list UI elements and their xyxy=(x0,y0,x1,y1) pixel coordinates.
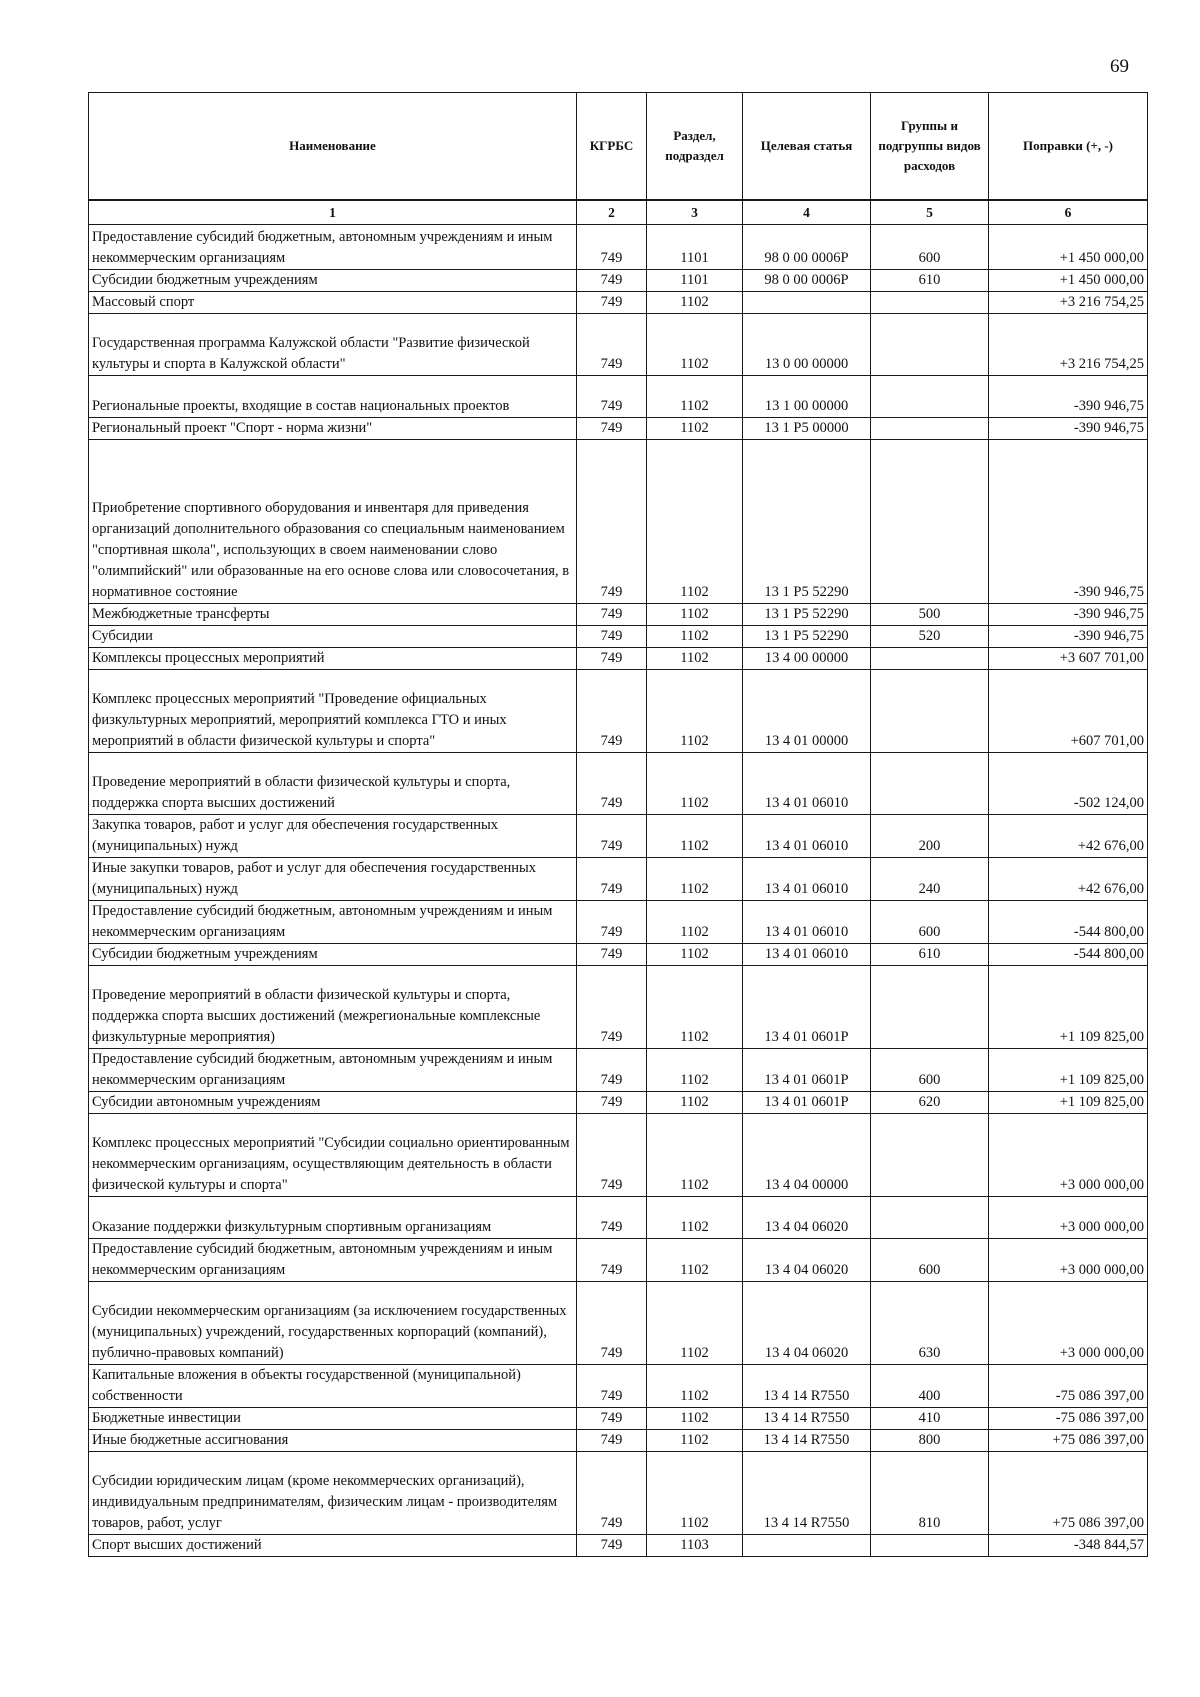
table-row xyxy=(89,1452,1148,1535)
row-expense-group: 400 xyxy=(871,1365,989,1408)
row-target-article: 13 4 14 R7550 xyxy=(743,1430,871,1452)
row-target-article: 13 1 P5 52290 xyxy=(743,626,871,648)
table-row xyxy=(89,604,1148,626)
row-amount: +1 450 000,00 xyxy=(989,270,1148,292)
row-kgrbs: 749 xyxy=(577,1239,647,1282)
table-row xyxy=(89,1535,1148,1557)
row-expense-group xyxy=(871,1197,989,1239)
row-amount: -390 946,75 xyxy=(989,440,1148,604)
row-amount: +1 109 825,00 xyxy=(989,1092,1148,1114)
table-row xyxy=(89,292,1148,314)
row-target-article: 13 4 01 06010 xyxy=(743,901,871,944)
row-razdel: 1102 xyxy=(647,626,743,648)
row-target-article: 13 4 14 R7550 xyxy=(743,1408,871,1430)
row-kgrbs: 749 xyxy=(577,1282,647,1365)
row-kgrbs: 749 xyxy=(577,376,647,418)
row-amount: +3 000 000,00 xyxy=(989,1197,1148,1239)
row-razdel: 1102 xyxy=(647,1365,743,1408)
row-kgrbs: 749 xyxy=(577,440,647,604)
row-kgrbs: 749 xyxy=(577,815,647,858)
row-razdel: 1102 xyxy=(647,858,743,901)
row-expense-group xyxy=(871,1535,989,1557)
row-razdel: 1102 xyxy=(647,604,743,626)
row-kgrbs: 749 xyxy=(577,944,647,966)
row-name: Комплекс процессных мероприятий "Проведение официальных физкультурных мероприятий, мероприятий комплекса ГТО и иных мероприятий в области физической культуры и спорта" xyxy=(89,670,577,753)
row-expense-group: 600 xyxy=(871,1049,989,1092)
column-number: 6 xyxy=(989,200,1148,225)
row-name: Межбюджетные трансферты xyxy=(89,604,577,626)
row-razdel: 1102 xyxy=(647,1114,743,1197)
column-number: 2 xyxy=(577,200,647,225)
row-razdel: 1101 xyxy=(647,270,743,292)
header-group: Группы и подгруппы видов расходов xyxy=(871,93,989,201)
row-razdel: 1102 xyxy=(647,440,743,604)
row-target-article: 13 4 01 06010 xyxy=(743,944,871,966)
row-kgrbs: 749 xyxy=(577,604,647,626)
row-expense-group: 630 xyxy=(871,1282,989,1365)
row-razdel: 1101 xyxy=(647,225,743,270)
row-name: Предоставление субсидий бюджетным, автономным учреждениям и иным некоммерческим организациям xyxy=(89,901,577,944)
row-target-article: 13 4 01 0601P xyxy=(743,1049,871,1092)
row-kgrbs: 749 xyxy=(577,1452,647,1535)
row-amount: -75 086 397,00 xyxy=(989,1408,1148,1430)
row-expense-group: 610 xyxy=(871,944,989,966)
row-name: Субсидии xyxy=(89,626,577,648)
row-name: Субсидии бюджетным учреждениям xyxy=(89,270,577,292)
row-amount: -390 946,75 xyxy=(989,626,1148,648)
table-row xyxy=(89,901,1148,944)
row-name: Иные бюджетные ассигнования xyxy=(89,1430,577,1452)
row-target-article: 98 0 00 0006P xyxy=(743,225,871,270)
row-target-article: 13 4 14 R7550 xyxy=(743,1365,871,1408)
row-kgrbs: 749 xyxy=(577,1365,647,1408)
row-amount: -502 124,00 xyxy=(989,753,1148,815)
row-razdel: 1102 xyxy=(647,1430,743,1452)
row-amount: +42 676,00 xyxy=(989,858,1148,901)
table-row xyxy=(89,1197,1148,1239)
row-amount: +3 607 701,00 xyxy=(989,648,1148,670)
table-row xyxy=(89,376,1148,418)
row-target-article xyxy=(743,1535,871,1557)
row-expense-group: 600 xyxy=(871,225,989,270)
row-expense-group: 410 xyxy=(871,1408,989,1430)
row-amount: +75 086 397,00 xyxy=(989,1452,1148,1535)
row-razdel: 1102 xyxy=(647,418,743,440)
row-name: Массовый спорт xyxy=(89,292,577,314)
row-amount: -544 800,00 xyxy=(989,944,1148,966)
row-kgrbs: 749 xyxy=(577,1408,647,1430)
row-target-article: 13 4 04 00000 xyxy=(743,1114,871,1197)
row-razdel: 1103 xyxy=(647,1535,743,1557)
row-name: Бюджетные инвестиции xyxy=(89,1408,577,1430)
row-target-article: 13 4 01 06010 xyxy=(743,858,871,901)
row-amount: +3 000 000,00 xyxy=(989,1239,1148,1282)
row-amount: -390 946,75 xyxy=(989,604,1148,626)
row-kgrbs: 749 xyxy=(577,1430,647,1452)
row-amount: +75 086 397,00 xyxy=(989,1430,1148,1452)
row-name: Региональные проекты, входящие в состав национальных проектов xyxy=(89,376,577,418)
row-name: Спорт высших достижений xyxy=(89,1535,577,1557)
table-row xyxy=(89,225,1148,270)
table-row xyxy=(89,418,1148,440)
row-name: Субсидии некоммерческим организациям (за исключением государственных (муниципальных) учреждений, государственных корпораций (компаний), публично-правовых компаний) xyxy=(89,1282,577,1365)
row-amount: -544 800,00 xyxy=(989,901,1148,944)
row-razdel: 1102 xyxy=(647,292,743,314)
row-amount: +1 109 825,00 xyxy=(989,1049,1148,1092)
row-expense-group xyxy=(871,670,989,753)
header-row xyxy=(89,93,1148,201)
row-name: Государственная программа Калужской области "Развитие физической культуры и спорта в Калужской области" xyxy=(89,314,577,376)
row-amount: -75 086 397,00 xyxy=(989,1365,1148,1408)
table-row xyxy=(89,753,1148,815)
row-expense-group xyxy=(871,1114,989,1197)
row-target-article xyxy=(743,292,871,314)
row-kgrbs: 749 xyxy=(577,858,647,901)
row-expense-group xyxy=(871,314,989,376)
row-razdel: 1102 xyxy=(647,1049,743,1092)
row-kgrbs: 749 xyxy=(577,270,647,292)
row-name: Иные закупки товаров, работ и услуг для обеспечения государственных (муниципальных) нужд xyxy=(89,858,577,901)
row-kgrbs: 749 xyxy=(577,966,647,1049)
row-target-article: 13 4 00 00000 xyxy=(743,648,871,670)
row-name: Субсидии бюджетным учреждениям xyxy=(89,944,577,966)
row-amount: +3 216 754,25 xyxy=(989,314,1148,376)
row-razdel: 1102 xyxy=(647,1408,743,1430)
row-target-article: 13 4 01 06010 xyxy=(743,753,871,815)
row-expense-group: 610 xyxy=(871,270,989,292)
row-name: Проведение мероприятий в области физической культуры и спорта, поддержка спорта высших достижений (межрегиональные комплексные физкультурные мероприятия) xyxy=(89,966,577,1049)
budget-amendments-table xyxy=(88,92,1148,1557)
row-expense-group: 810 xyxy=(871,1452,989,1535)
row-kgrbs: 749 xyxy=(577,418,647,440)
table-row xyxy=(89,648,1148,670)
row-target-article: 13 4 04 06020 xyxy=(743,1239,871,1282)
row-target-article: 13 4 01 0601P xyxy=(743,1092,871,1114)
row-expense-group xyxy=(871,440,989,604)
row-razdel: 1102 xyxy=(647,1197,743,1239)
row-kgrbs: 749 xyxy=(577,648,647,670)
row-kgrbs: 749 xyxy=(577,1092,647,1114)
row-amount: -348 844,57 xyxy=(989,1535,1148,1557)
row-expense-group: 600 xyxy=(871,1239,989,1282)
column-number: 5 xyxy=(871,200,989,225)
row-name: Закупка товаров, работ и услуг для обеспечения государственных (муниципальных) нужд xyxy=(89,815,577,858)
row-kgrbs: 749 xyxy=(577,753,647,815)
row-razdel: 1102 xyxy=(647,1452,743,1535)
row-target-article: 98 0 00 0006P xyxy=(743,270,871,292)
row-amount: +3 000 000,00 xyxy=(989,1282,1148,1365)
table-row xyxy=(89,1114,1148,1197)
row-name: Субсидии автономным учреждениям xyxy=(89,1092,577,1114)
row-name: Субсидии юридическим лицам (кроме некоммерческих организаций), индивидуальным предпринимателям, физическим лицам - производителям товаров, работ, услуг xyxy=(89,1452,577,1535)
row-target-article: 13 4 04 06020 xyxy=(743,1197,871,1239)
row-target-article: 13 4 01 00000 xyxy=(743,670,871,753)
column-number-row xyxy=(89,200,1148,225)
row-razdel: 1102 xyxy=(647,1239,743,1282)
table-row xyxy=(89,1430,1148,1452)
row-name: Предоставление субсидий бюджетным, автономным учреждениям и иным некоммерческим организациям xyxy=(89,225,577,270)
table-row xyxy=(89,314,1148,376)
table-row xyxy=(89,966,1148,1049)
row-razdel: 1102 xyxy=(647,648,743,670)
row-expense-group xyxy=(871,292,989,314)
row-amount: +42 676,00 xyxy=(989,815,1148,858)
row-razdel: 1102 xyxy=(647,376,743,418)
row-kgrbs: 749 xyxy=(577,314,647,376)
table-row xyxy=(89,1049,1148,1092)
table-body xyxy=(89,225,1148,1557)
table-row xyxy=(89,815,1148,858)
row-name: Предоставление субсидий бюджетным, автономным учреждениям и иным некоммерческим организациям xyxy=(89,1239,577,1282)
table-row xyxy=(89,670,1148,753)
row-kgrbs: 749 xyxy=(577,1049,647,1092)
row-target-article: 13 1 P5 00000 xyxy=(743,418,871,440)
table-row xyxy=(89,440,1148,604)
row-name: Капитальные вложения в объекты государственной (муниципальной) собственности xyxy=(89,1365,577,1408)
table-row xyxy=(89,944,1148,966)
row-kgrbs: 749 xyxy=(577,225,647,270)
row-expense-group xyxy=(871,376,989,418)
row-amount: +3 216 754,25 xyxy=(989,292,1148,314)
row-expense-group: 240 xyxy=(871,858,989,901)
row-expense-group xyxy=(871,753,989,815)
row-name: Комплекс процессных мероприятий "Субсидии социально ориентированным некоммерческим организациям, осуществляющим деятельность в области физической культуры и спорта" xyxy=(89,1114,577,1197)
table-row xyxy=(89,1092,1148,1114)
row-target-article: 13 4 01 0601P xyxy=(743,966,871,1049)
row-expense-group: 200 xyxy=(871,815,989,858)
row-name: Приобретение спортивного оборудования и инвентаря для приведения организаций дополнительного образования со специальным наименованием "спортивная школа", использующих в своем наименовании слово "олимпийский" или образованные на его основе слова или словосочетания, в нормативное состояние xyxy=(89,440,577,604)
row-expense-group xyxy=(871,648,989,670)
row-expense-group: 600 xyxy=(871,901,989,944)
table-row xyxy=(89,1365,1148,1408)
row-razdel: 1102 xyxy=(647,966,743,1049)
page-number: 69 xyxy=(1110,56,1129,77)
row-amount: +3 000 000,00 xyxy=(989,1114,1148,1197)
row-target-article: 13 1 00 00000 xyxy=(743,376,871,418)
header-razdel: Раздел, подраздел xyxy=(647,93,743,201)
row-expense-group: 800 xyxy=(871,1430,989,1452)
row-target-article: 13 1 P5 52290 xyxy=(743,440,871,604)
row-expense-group xyxy=(871,418,989,440)
table-row xyxy=(89,858,1148,901)
row-target-article: 13 1 P5 52290 xyxy=(743,604,871,626)
header-name: Наименование xyxy=(89,93,577,201)
row-name: Комплексы процессных мероприятий xyxy=(89,648,577,670)
row-name: Оказание поддержки физкультурным спортивным организациям xyxy=(89,1197,577,1239)
row-razdel: 1102 xyxy=(647,670,743,753)
table-row xyxy=(89,1282,1148,1365)
table-row xyxy=(89,1239,1148,1282)
row-kgrbs: 749 xyxy=(577,626,647,648)
row-target-article: 13 4 14 R7550 xyxy=(743,1452,871,1535)
column-number: 3 xyxy=(647,200,743,225)
header-target: Целевая статья xyxy=(743,93,871,201)
row-razdel: 1102 xyxy=(647,314,743,376)
column-number: 1 xyxy=(89,200,577,225)
table-row xyxy=(89,1408,1148,1430)
row-expense-group: 520 xyxy=(871,626,989,648)
row-amount: -390 946,75 xyxy=(989,376,1148,418)
row-razdel: 1102 xyxy=(647,753,743,815)
row-razdel: 1102 xyxy=(647,1282,743,1365)
row-expense-group xyxy=(871,966,989,1049)
row-kgrbs: 749 xyxy=(577,292,647,314)
row-name: Предоставление субсидий бюджетным, автономным учреждениям и иным некоммерческим организациям xyxy=(89,1049,577,1092)
row-amount: +1 109 825,00 xyxy=(989,966,1148,1049)
row-amount: +1 450 000,00 xyxy=(989,225,1148,270)
row-razdel: 1102 xyxy=(647,901,743,944)
row-expense-group: 500 xyxy=(871,604,989,626)
row-target-article: 13 4 04 06020 xyxy=(743,1282,871,1365)
row-razdel: 1102 xyxy=(647,944,743,966)
row-target-article: 13 4 01 06010 xyxy=(743,815,871,858)
table-row xyxy=(89,626,1148,648)
row-name: Региональный проект "Спорт - норма жизни" xyxy=(89,418,577,440)
row-target-article: 13 0 00 00000 xyxy=(743,314,871,376)
row-kgrbs: 749 xyxy=(577,670,647,753)
row-kgrbs: 749 xyxy=(577,1535,647,1557)
row-kgrbs: 749 xyxy=(577,901,647,944)
row-kgrbs: 749 xyxy=(577,1114,647,1197)
row-name: Проведение мероприятий в области физической культуры и спорта, поддержка спорта высших достижений xyxy=(89,753,577,815)
row-amount: +607 701,00 xyxy=(989,670,1148,753)
header-amount: Поправки (+, -) xyxy=(989,93,1148,201)
row-razdel: 1102 xyxy=(647,815,743,858)
row-kgrbs: 749 xyxy=(577,1197,647,1239)
row-expense-group: 620 xyxy=(871,1092,989,1114)
header-kgrbs: КГРБС xyxy=(577,93,647,201)
row-amount: -390 946,75 xyxy=(989,418,1148,440)
row-razdel: 1102 xyxy=(647,1092,743,1114)
column-number: 4 xyxy=(743,200,871,225)
table-row xyxy=(89,270,1148,292)
